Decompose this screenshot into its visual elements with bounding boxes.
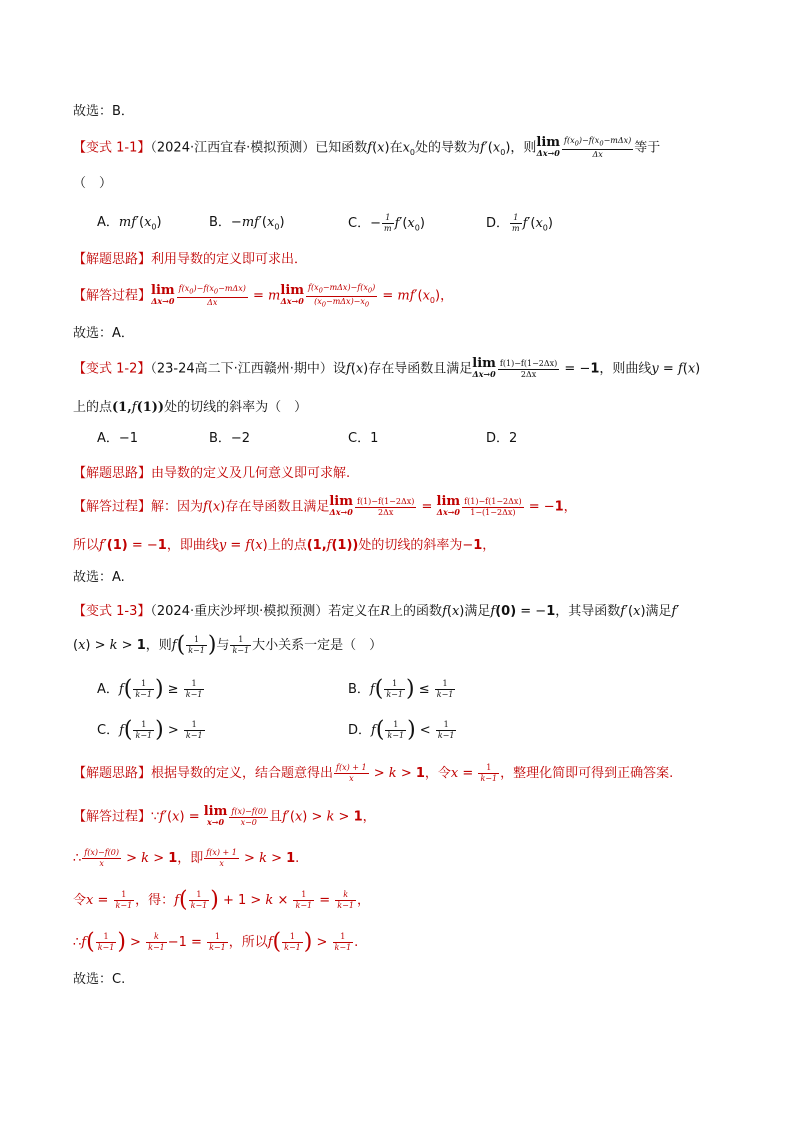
solve-line: 【解答过程】解：因为f(x)存在导函数且满足 lim Δx→0 $\frac{f(1)-f(1-2\Delta x)}{2\Delta x}$ = lim Δx→0 $\frac{f(1)-f(1-2\Delta x)}{1-(1-2\Delta x)}$ = −1， [73,494,577,517]
solve-line-4: ∴f( $\frac{1}{k-1}$ ) > $\frac{k}{k-1}$ −1 = $\frac{1}{k-1}$ ，所以f( $\frac{1}{k-1}$ ) > $\frac{1}{k-1}$ . [73,929,359,955]
answer-line-prev [73,102,134,122]
option-d: D． $\frac{1}{m}$ $f'(x_0)$ [486,213,553,233]
solve-line: 【解答过程】∵f′(x) = lim x→0 $\frac{f(x)-f(0)}{x-0}$ 且f′(x) > k > 1， [73,804,376,827]
solve-line-3: 令x = $\frac{1}{k-1}$ ，得：f( $\frac{1}{k-1}$ ) + 1 > k × $\frac{1}{k-1}$ = $\frac{k}{k-1}$ ， [73,887,370,913]
option-d: D．2 [486,431,518,446]
question-source: （2024·江西宜春·模拟预测） [150,140,316,156]
option-a: A．$mf'(x_0)$ [97,215,162,232]
option-b: B．−2 [209,431,251,446]
question-1-3-cont: (x) > k > 1，则f( $\frac{1}{k-1}$ )与 $\frac{1}{k-1}$ 大小关系一定是（ ） [73,632,383,658]
think-line: 【解题思路】根据导数的定义，结合题意得出 $\frac{f(x) + 1}{x}$ > k > 1，令x = $\frac{1}{k-1}$ ，整理化简即可得到正确答案. [73,763,674,783]
option-c: C．− $\frac{1}{m}$ $f'(x_0)$ [348,213,425,233]
option-a: A．−1 [97,431,139,446]
option-c: C．1 [348,431,379,446]
question-source: （23-24高二下·江西赣州·期中） [150,361,333,377]
answer-line: 故选：A． [73,326,134,341]
variant-tag: 【变式 1-3】 [73,604,151,619]
think-line: 【解题思路】利用导数的定义即可求出． [73,252,308,267]
option-b: B．f( $\frac{1}{k-1}$ ) ≤ $\frac{1}{k-1}$ [348,676,454,702]
question-source: （2024·重庆沙坪坝·模拟预测） [150,604,329,619]
variant-tag: 【变式 1-2】 [73,361,151,377]
answer-text: 故选：B． [73,104,134,119]
option-d: D．f( $\frac{1}{k-1}$ ) < $\frac{1}{k-1}$ [348,717,455,743]
think-line: 【解题思路】由导数的定义及几何意义即可求解. [73,466,351,481]
option-a: A．f( $\frac{1}{k-1}$ ) ≥ $\frac{1}{k-1}$ [97,676,203,702]
question-1-2-cont: 上的点(1,f(1))处的切线的斜率为（ ） [73,400,308,415]
answer-line: 故选：A. [73,570,125,585]
question-1-2: 【变式 1-2】（23-24高二下·江西赣州·期中）设f(x)存在导函数且满足 lim Δx→0 $\frac{f(1)-f(1-2\Delta x)}{2\Delta x}$ = −1，则曲线y = f(x) [73,356,701,379]
option-c: C．f( $\frac{1}{k-1}$ ) > $\frac{1}{k-1}$ [97,717,203,743]
option-b: B．$-mf'(x_0)$ [209,215,285,232]
solve-line: 【解答过程】 lim Δx→0 $\frac{f(x_0)-f(x_0-m\Delta x)}{\Delta x}$ = m lim Δx→0 $\frac{f(x_0-m\Delta x)-f(x_0)}{(x_0-m\Delta x)-x_0}$ = $mf'(x_0)$， [73,283,454,309]
answer-line: 故选：C. [73,972,126,987]
solve-line-2: 所以f′(1) = −1，即曲线y = f(x)上的点(1,f(1))处的切线的斜率为−1， [73,538,496,553]
solve-line-2: ∴ $\frac{f(x)-f(0)}{x}$ > k > 1，即 $\frac{f(x) + 1}{x}$ > k > 1. [73,848,300,868]
variant-tag: 【变式 1-1】 [73,140,151,156]
question-paren: （ ） [73,176,113,191]
question-1-1: 【变式 1-1】（2024·江西宜春·模拟预测）已知函数f(x)在$x_0$处的导数为$f'(x_0)$，则 lim Δx→0 $\frac{f(x_0)-f(x_0-m\Delta x)}{\Delta x}$ 等于 [73,134,661,159]
question-1-3: 【变式 1-3】（2024·重庆沙坪坝·模拟预测）若定义在R上的函数f(x)满足f(0) = −1，其导函数f′(x)满足f′ [73,604,680,619]
